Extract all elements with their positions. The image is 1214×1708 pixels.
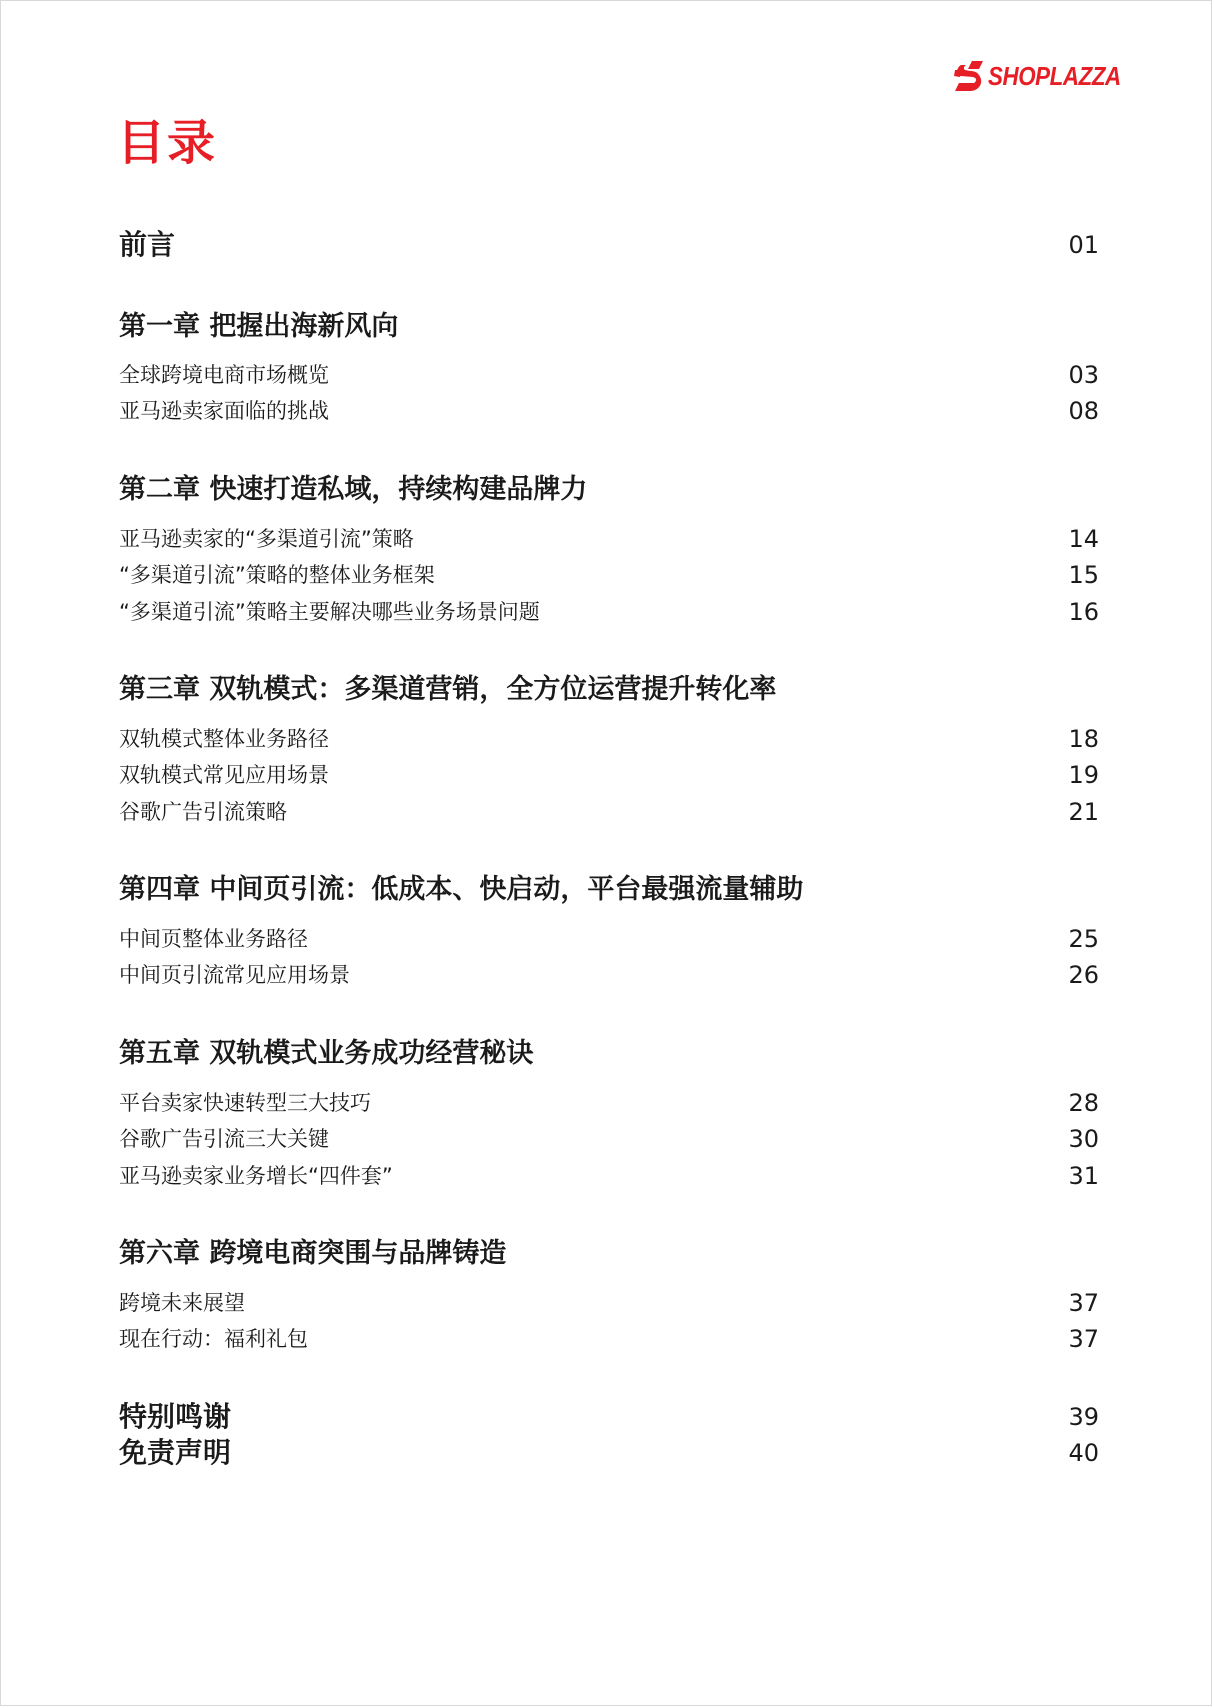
toc-page-number: 16 (1068, 598, 1099, 626)
toc-label: 跨境未来展望 (119, 1291, 245, 1315)
toc-page-number: 14 (1068, 525, 1099, 553)
toc-page-number: 28 (1068, 1089, 1099, 1117)
toc-label: 平台卖家快速转型三大技巧 (119, 1091, 371, 1115)
toc-label: 双轨模式常见应用场景 (119, 763, 329, 787)
toc-label: 亚马逊卖家业务增长“四件套” (119, 1164, 393, 1188)
toc-page-number: 03 (1068, 361, 1099, 389)
toc-item[interactable] (119, 1324, 1099, 1354)
toc-page-number: 08 (1068, 397, 1099, 425)
toc-item[interactable] (119, 760, 1099, 790)
toc-page-number: 31 (1068, 1162, 1099, 1190)
toc-item[interactable] (119, 960, 1099, 990)
toc-item[interactable] (119, 724, 1099, 754)
toc-label: 特别鸣谢 (119, 1400, 232, 1433)
toc-page-number: 30 (1068, 1125, 1099, 1153)
toc-item[interactable] (119, 1088, 1099, 1118)
toc-entry-disclaimer[interactable] (119, 1435, 1099, 1471)
toc-entry-acknowledgements[interactable] (119, 1399, 1099, 1435)
toc-page-number: 37 (1068, 1325, 1099, 1353)
toc-page-number: 18 (1068, 725, 1099, 753)
chapter-title: 第四章 中间页引流：低成本、快启动，平台最强流量辅助 (119, 874, 804, 905)
toc-item[interactable] (119, 597, 1099, 627)
toc-label: 双轨模式整体业务路径 (119, 727, 329, 751)
toc-page-number: 25 (1068, 925, 1099, 953)
toc-label: 谷歌广告引流三大关键 (119, 1127, 329, 1151)
toc-chapter-1[interactable] (119, 309, 1099, 345)
toc-item[interactable] (119, 1124, 1099, 1154)
shoplazza-logo (954, 58, 1142, 94)
toc-label: 亚马逊卖家的“多渠道引流”策略 (119, 527, 414, 551)
toc-page-number: 26 (1068, 961, 1099, 989)
toc-item[interactable] (119, 797, 1099, 827)
page-title: 目录 (117, 115, 218, 171)
logo-text: SHOPLAZZA (988, 60, 1121, 91)
toc-entry-preface[interactable] (119, 227, 1099, 263)
toc-label: “多渠道引流”策略的整体业务框架 (119, 563, 435, 587)
chapter-title: 第二章 快速打造私域，持续构建品牌力 (119, 474, 588, 505)
toc-label: 全球跨境电商市场概览 (119, 363, 329, 387)
toc-item[interactable] (119, 396, 1099, 426)
toc-label: 免责声明 (119, 1436, 232, 1469)
toc-page-number: 21 (1068, 798, 1099, 826)
chapter-title: 第五章 双轨模式业务成功经营秘诀 (119, 1038, 534, 1069)
toc-label: “多渠道引流”策略主要解决哪些业务场景问题 (119, 600, 540, 624)
toc-item[interactable] (119, 1161, 1099, 1191)
toc-item[interactable] (119, 924, 1099, 954)
chapter-title: 第一章 把握出海新风向 (119, 311, 399, 342)
toc-chapter-4[interactable] (119, 872, 1099, 908)
toc-label: 现在行动：福利礼包 (119, 1327, 308, 1351)
shoplazza-s-icon (954, 60, 984, 92)
toc-page-number: 01 (1068, 231, 1099, 259)
chapter-title: 第六章 跨境电商突围与品牌铸造 (119, 1238, 507, 1269)
toc-chapter-5[interactable] (119, 1036, 1099, 1072)
toc-item[interactable] (119, 1288, 1099, 1318)
toc-chapter-2[interactable] (119, 472, 1099, 508)
toc-item[interactable] (119, 560, 1099, 590)
toc-chapter-6[interactable] (119, 1236, 1099, 1272)
toc-page-number: 37 (1068, 1289, 1099, 1317)
toc-page-number: 15 (1068, 561, 1099, 589)
toc-page-number: 19 (1068, 761, 1099, 789)
toc-item[interactable] (119, 524, 1099, 554)
toc-label: 前言 (119, 228, 176, 261)
toc-item[interactable] (119, 360, 1099, 390)
toc-page-number: 39 (1068, 1403, 1099, 1431)
toc-label: 亚马逊卖家面临的挑战 (119, 399, 329, 423)
toc-label: 中间页引流常见应用场景 (119, 963, 350, 987)
toc-chapter-3[interactable] (119, 672, 1099, 708)
toc-page-number: 40 (1068, 1439, 1099, 1467)
chapter-title: 第三章 双轨模式：多渠道营销，全方位运营提升转化率 (119, 674, 777, 705)
toc-label: 中间页整体业务路径 (119, 927, 308, 951)
toc-label: 谷歌广告引流策略 (119, 800, 287, 824)
